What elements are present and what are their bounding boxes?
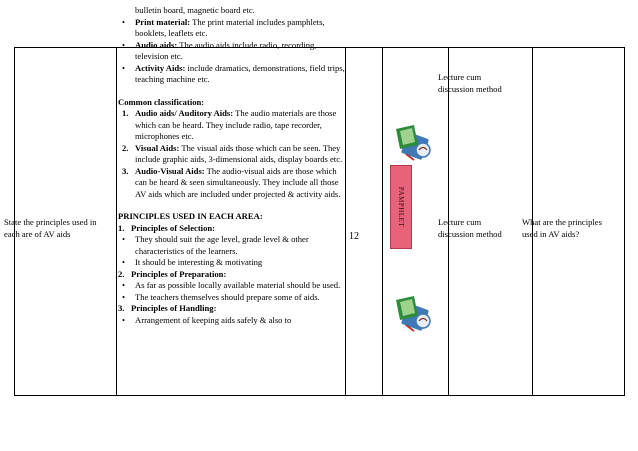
column-divider — [116, 48, 117, 395]
list-item: • As far as possible locally available material should be used. — [118, 280, 348, 292]
list-item: • Audio aids: The audio aids include radio, recording, television etc. — [118, 40, 348, 63]
content-cell — [118, 5, 348, 326]
list-item: 3. Audio-Visual Aids: The audio-visual aids are those which can be heard & seen simultaneously. They include all those AV aids which are included under projected & activity aids. — [122, 165, 341, 199]
list-item: • It should be interesting & motivating — [118, 257, 348, 269]
method-cell: Lecture cum discussion method — [438, 72, 502, 94]
method-cell: Lecture cum discussion method — [438, 217, 502, 239]
subheading: 1. Principles of Selection: — [118, 222, 216, 233]
list-item: • Print material: The print material includes pamphlets, booklets, leaflets etc. — [118, 17, 348, 40]
content-continuation: bulletin board, magnetic board etc. — [135, 5, 255, 15]
subheading: 3. Principles of Handling: — [118, 303, 217, 313]
subheading: 2. Principles of Preparation: — [118, 268, 227, 279]
list-item: • The teachers themselves should prepare some of aids. — [118, 292, 348, 304]
list-item: • Arrangement of keeping aids safely & also to — [118, 315, 348, 327]
list-item: • Activity Aids: include dramatics, demonstrations, field trips, teaching machine etc. — [118, 63, 348, 86]
column-divider — [382, 48, 383, 395]
evaluation-cell: What are the principles used in AV aids? — [522, 217, 602, 239]
leaflet-icon — [392, 292, 438, 336]
pamphlet-label: PAMPHLET — [397, 186, 405, 228]
pamphlet-icon — [390, 165, 412, 249]
leaflet-icon — [392, 121, 438, 165]
list-item: • They should suit the age level, grade level & other characteristics of the learners. — [118, 234, 348, 257]
time-cell: 12 — [349, 231, 359, 242]
section-heading: PRINCIPLES USED IN EACH AREA: — [118, 211, 263, 221]
list-item: 2. Visual Aids: The visual aids those which can be seen. They include graphic aids, 3-dimensional aids, display boards etc. — [122, 142, 343, 164]
objective-cell: State the principles used in each are of AV aids — [4, 217, 97, 239]
list-item: 1. Audio aids/ Auditory Aids: The audio materials are those which can be heard. They include radio, tape recorder, microphones etc. — [122, 108, 337, 141]
section-heading: Common classification: — [118, 96, 205, 107]
